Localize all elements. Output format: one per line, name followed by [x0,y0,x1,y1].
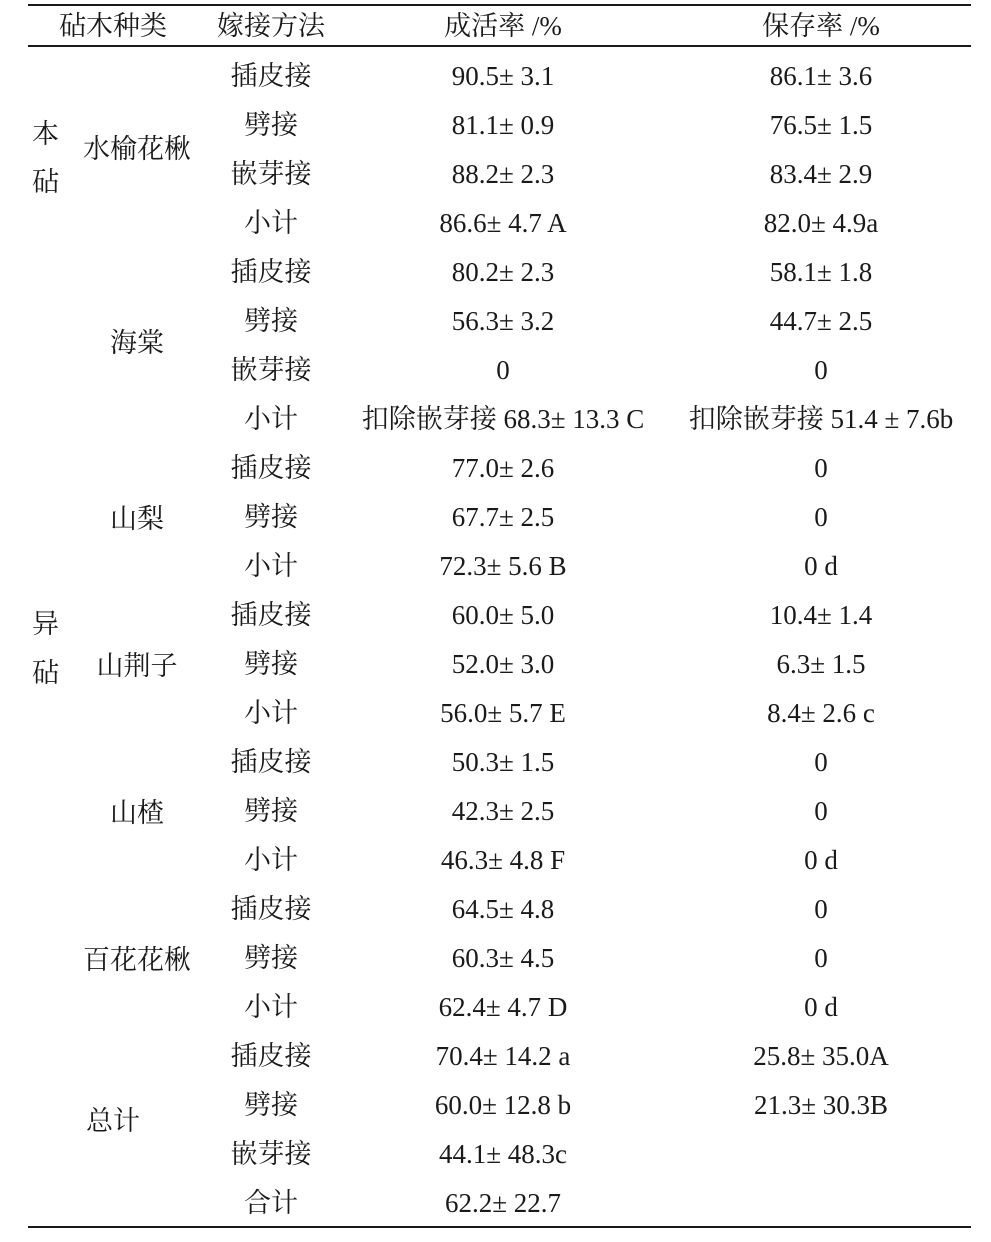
bottom-rule [28,1226,971,1228]
method-cell: 嵌芽接 [230,1139,312,1169]
preservation-rate-cell: 86.1± 3.6 [769,61,873,91]
method-cell: 小计 [244,208,298,238]
preservation-rate-cell: 0 [814,796,828,826]
preservation-rate-cell: 58.1± 1.8 [769,257,873,287]
preservation-rate-cell: 扣除嵌芽接 51.4 ± 7.6b [688,404,954,434]
method-cell: 插皮接 [230,894,312,924]
survival-rate-cell: 88.2± 2.3 [451,159,555,189]
rootstock-label-total: 总计 [86,1106,140,1136]
top-rule [28,4,971,6]
survival-rate-cell: 90.5± 3.1 [451,61,555,91]
survival-rate-cell: 60.0± 12.8 b [434,1090,572,1120]
method-cell: 插皮接 [230,747,312,777]
preservation-rate-cell: 0 d [804,992,838,1022]
survival-rate-cell: 52.0± 3.0 [451,649,555,679]
survival-rate-cell: 70.4± 14.2 a [435,1041,571,1071]
rootstock-label: 百花花楸 [83,945,191,975]
preservation-rate-cell: 6.3± 1.5 [776,649,866,679]
preservation-rate-cell: 83.4± 2.9 [769,159,873,189]
header-survival-rate: 成活率 /% [444,11,562,41]
header-method: 嫁接方法 [217,11,325,41]
method-cell: 劈接 [244,1090,298,1120]
method-cell: 小计 [244,698,298,728]
survival-rate-cell: 0 [496,355,510,385]
preservation-rate-cell: 8.4± 2.6 c [767,698,875,728]
preservation-rate-cell: 0 [814,747,828,777]
survival-rate-cell: 扣除嵌芽接 68.3± 13.3 C [361,404,645,434]
method-cell: 插皮接 [230,1041,312,1071]
preservation-rate-cell: 25.8± 35.0A [753,1041,889,1071]
method-cell: 劈接 [244,306,298,336]
rootstock-label: 水榆花楸 [83,134,191,164]
method-cell: 插皮接 [230,257,312,287]
method-cell: 嵌芽接 [230,159,312,189]
survival-rate-cell: 64.5± 4.8 [451,894,555,924]
method-cell: 小计 [244,551,298,581]
method-cell: 插皮接 [230,453,312,483]
survival-rate-cell: 46.3± 4.8 F [440,845,566,875]
survival-rate-cell: 42.3± 2.5 [451,796,555,826]
survival-rate-cell: 77.0± 2.6 [451,453,555,483]
preservation-rate-cell: 0 [814,453,828,483]
survival-rate-cell: 50.3± 1.5 [451,747,555,777]
method-cell: 合计 [244,1188,298,1218]
survival-rate-cell: 72.3± 5.6 B [439,551,567,581]
survival-rate-cell: 81.1± 0.9 [451,110,555,140]
header-rootstock-type: 砧木种类 [59,11,167,41]
method-cell: 劈接 [244,110,298,140]
preservation-rate-cell: 0 [814,355,828,385]
preservation-rate-cell: 0 [814,894,828,924]
rootstock-label: 山楂 [110,798,164,828]
survival-rate-cell: 60.3± 4.5 [451,943,555,973]
survival-rate-cell: 80.2± 2.3 [451,257,555,287]
rootstock-label: 山荆子 [96,651,178,681]
survival-rate-cell: 62.2± 22.7 [444,1188,562,1218]
survival-rate-cell: 86.6± 4.7 A [439,208,567,238]
method-cell: 劈接 [244,649,298,679]
header-rule [28,45,971,47]
group-label-foreign-stock: 异 砧 [32,609,59,688]
survival-rate-cell: 62.4± 4.7 D [438,992,568,1022]
group-label-own-stock: 本 砧 [32,119,59,197]
method-cell: 劈接 [244,502,298,532]
preservation-rate-cell: 0 [814,502,828,532]
preservation-rate-cell: 0 d [804,845,838,875]
preservation-rate-cell: 21.3± 30.3B [753,1090,889,1120]
preservation-rate-cell: 76.5± 1.5 [769,110,873,140]
method-cell: 插皮接 [230,61,312,91]
method-cell: 小计 [244,404,298,434]
survival-rate-cell: 56.0± 5.7 E [440,698,566,728]
preservation-rate-cell: 10.4± 1.4 [769,600,873,630]
survival-rate-cell: 67.7± 2.5 [451,502,555,532]
preservation-rate-cell: 44.7± 2.5 [769,306,873,336]
preservation-rate-cell: 0 d [804,551,838,581]
rootstock-label: 海棠 [110,328,164,358]
preservation-rate-cell: 82.0± 4.9a [763,208,879,238]
header-preservation-rate: 保存率 /% [762,11,880,41]
survival-rate-cell: 56.3± 3.2 [451,306,555,336]
preservation-rate-cell: 0 [814,943,828,973]
rootstock-label: 山梨 [110,504,164,534]
method-cell: 小计 [244,992,298,1022]
method-cell: 劈接 [244,943,298,973]
method-cell: 小计 [244,845,298,875]
method-cell: 插皮接 [230,600,312,630]
method-cell: 嵌芽接 [230,355,312,385]
survival-rate-cell: 60.0± 5.0 [451,600,555,630]
survival-rate-cell: 44.1± 48.3c [438,1139,568,1169]
method-cell: 劈接 [244,796,298,826]
